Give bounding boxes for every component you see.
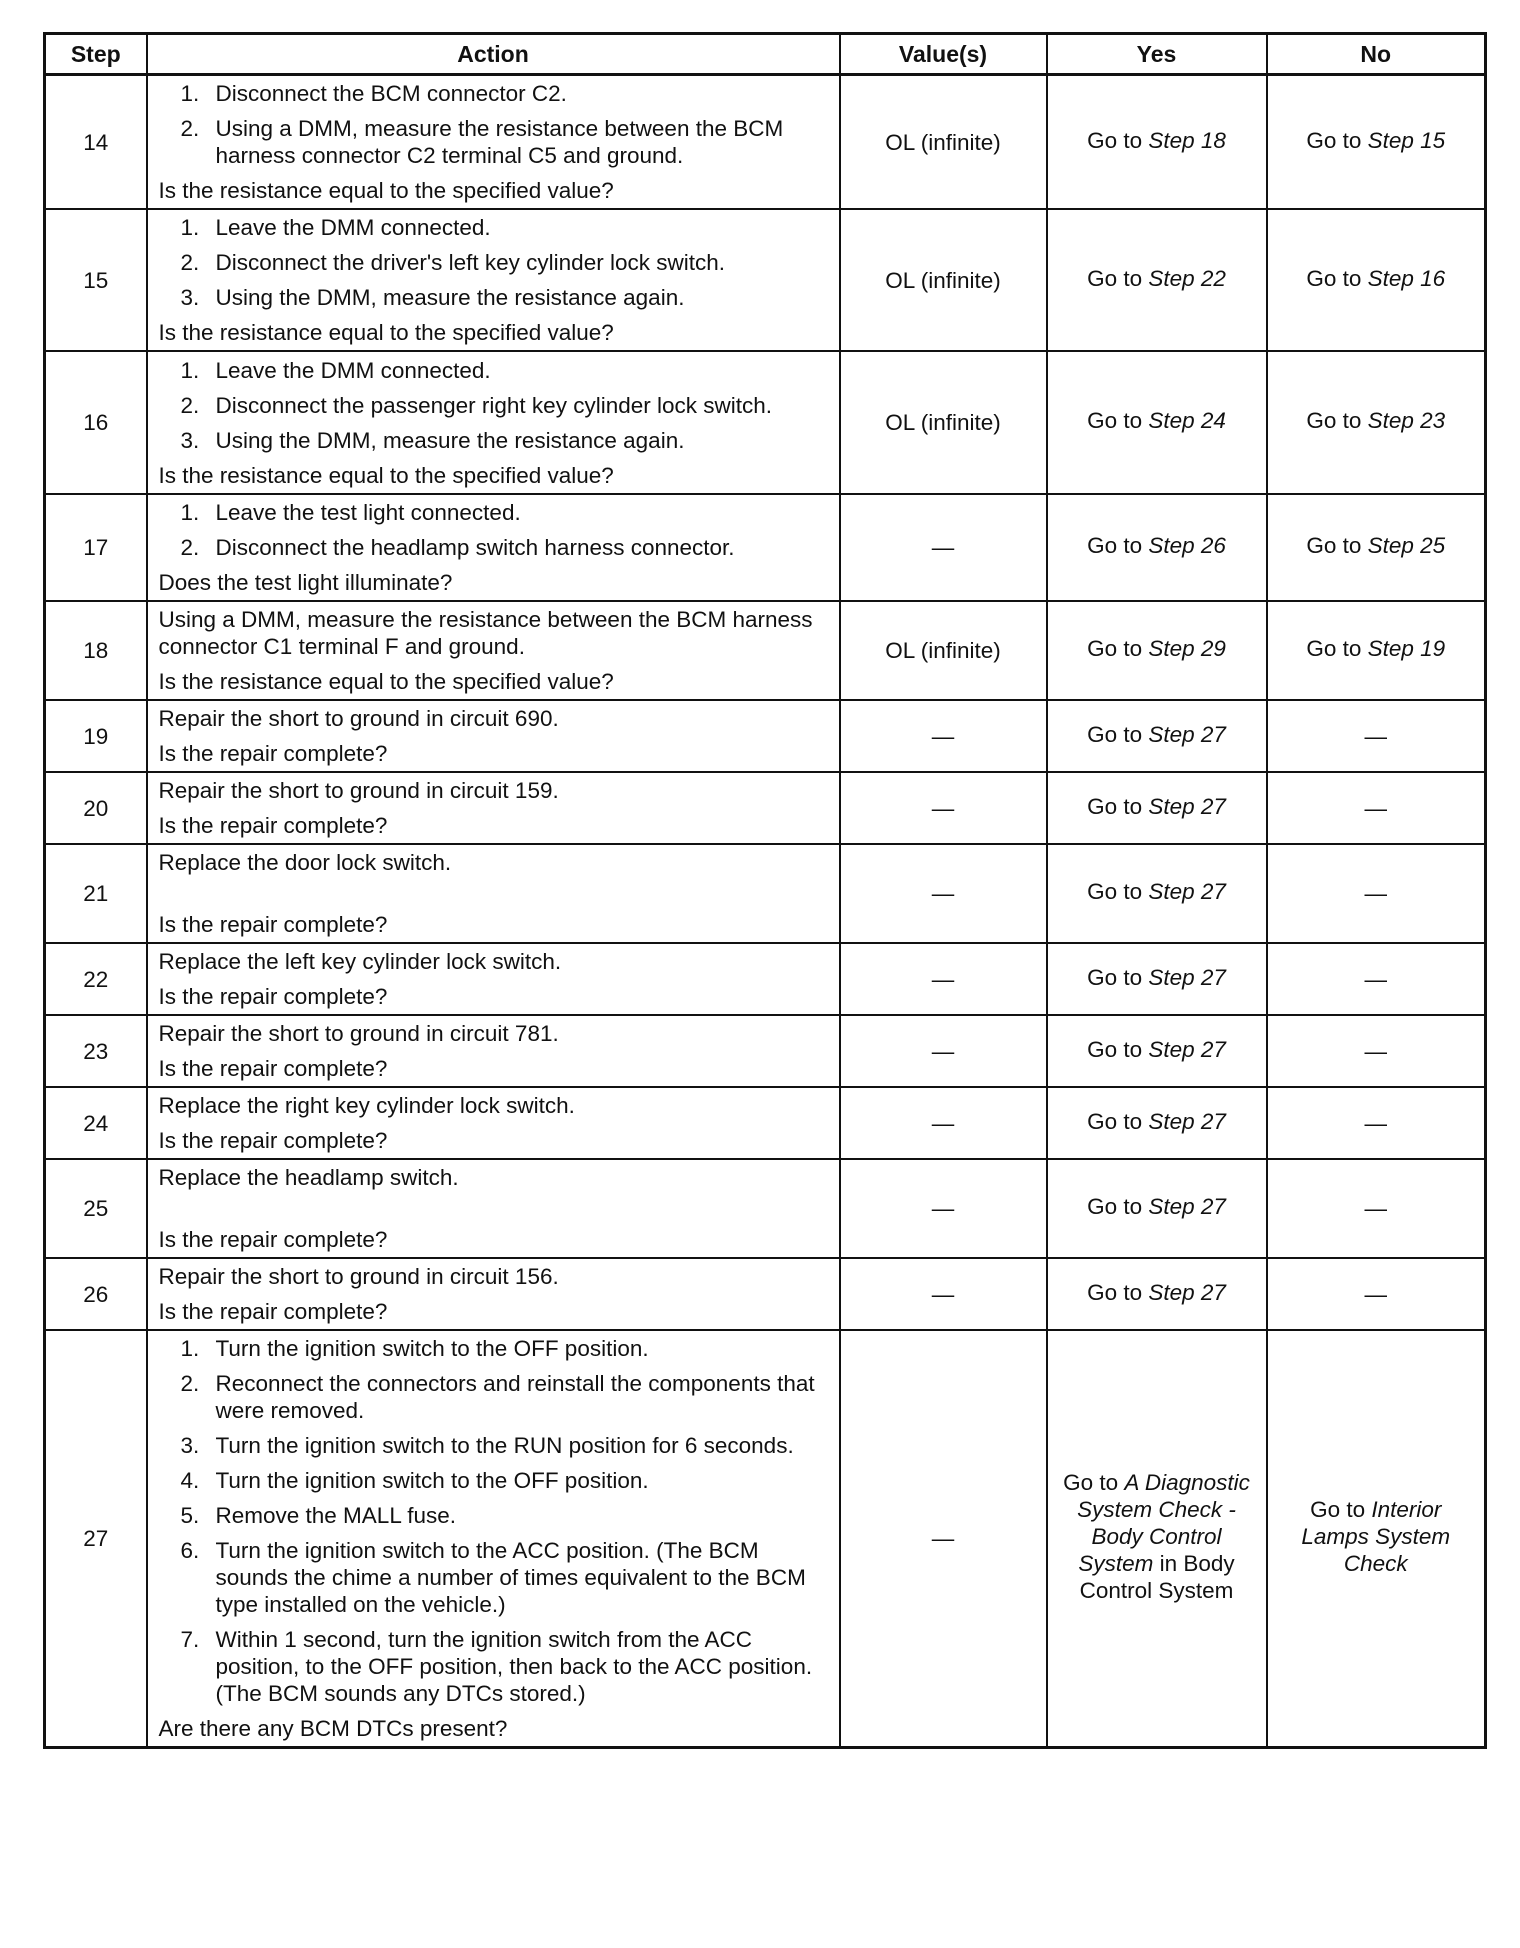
table-row — [45, 700, 1486, 772]
yes-step-link[interactable]: Step 27 — [1148, 793, 1226, 819]
yes-cell — [1047, 700, 1267, 772]
step-number: 17 — [45, 494, 147, 601]
action-step-item — [159, 249, 829, 276]
value-cell: — — [840, 1015, 1047, 1087]
yes-cell — [1047, 209, 1267, 351]
no-step-link[interactable]: Step 15 — [1367, 127, 1446, 153]
action-step-item — [159, 392, 829, 419]
no-cell: — — [1267, 700, 1486, 772]
action-step-number: 2. — [180, 250, 200, 275]
action-step-text: Disconnect the BCM connector C2. — [215, 81, 567, 106]
yes-step-link[interactable]: Step 27 — [1148, 1036, 1226, 1062]
table-row — [45, 494, 1486, 601]
action-step-number: 4. — [180, 1468, 200, 1493]
value-cell: — — [840, 1087, 1047, 1159]
action-step-text: Leave the DMM connected. — [215, 357, 491, 383]
action-step-text: Within 1 second, turn the ignition switch from the ACC position, to the OFF position, then back to the ACC position. (The BCM sounds any DTCs stored.) — [215, 1627, 813, 1706]
action-spacer — [159, 1199, 829, 1226]
no-cell: — — [1267, 1015, 1486, 1087]
action-step-text: Using a DMM, measure the resistance between the BCM harness connector C2 terminal C5 and ground. — [215, 116, 784, 168]
yes-step-link[interactable]: Step 27 — [1148, 1279, 1226, 1305]
no-cell: — — [1267, 772, 1486, 844]
action-step-text: Turn the ignition switch to the OFF position. — [215, 1336, 649, 1361]
yes-prefix: Go to — [1087, 265, 1149, 291]
action-step-text: Remove the MALL fuse. — [215, 1503, 457, 1528]
action-step-text: Disconnect the driver's left key cylinder lock switch. — [215, 250, 725, 275]
no-cell: — — [1267, 1087, 1486, 1159]
yes-prefix: Go to — [1087, 1194, 1149, 1219]
header-step: Step — [45, 34, 147, 75]
step-number: 25 — [45, 1159, 147, 1258]
no-cell — [1267, 494, 1486, 601]
table-row — [45, 601, 1486, 700]
yes-step-link[interactable]: Step 29 — [1148, 636, 1226, 661]
action-cell — [147, 1330, 840, 1748]
yes-cell — [1047, 494, 1267, 601]
yes-suffix: in Body Control System — [1079, 1551, 1235, 1603]
action-step-item — [159, 214, 829, 241]
action-step-text: Reconnect the connectors and reinstall the components that were removed. — [215, 1371, 815, 1423]
action-step-item — [159, 357, 829, 384]
no-prefix: Go to — [1306, 636, 1368, 661]
value-cell: OL (infinite) — [840, 209, 1047, 351]
no-cell: — — [1267, 1258, 1486, 1330]
yes-step-link[interactable]: Step 27 — [1148, 964, 1226, 990]
action-cell — [147, 772, 840, 844]
action-cell — [147, 943, 840, 1015]
action-step-text: Turn the ignition switch to the ACC position. (The BCM sounds the chime a number of times equivalent to the BCM type installed on the vehicle.) — [215, 1538, 806, 1617]
action-step-number: 1. — [180, 357, 200, 383]
header-no: No — [1267, 34, 1486, 75]
action-step-number: 1. — [180, 215, 200, 240]
action-step-number: 3. — [180, 427, 200, 453]
action-step-number: 1. — [180, 500, 200, 525]
action-step-item — [159, 1432, 829, 1459]
diagnostic-procedure-table — [43, 32, 1487, 1749]
action-cell — [147, 209, 840, 351]
step-number: 20 — [45, 772, 147, 844]
action-cell — [147, 494, 840, 601]
action-step-text: Disconnect the passenger right key cylinder lock switch. — [215, 392, 773, 418]
action-spacer — [159, 884, 829, 911]
header-yes: Yes — [1047, 34, 1267, 75]
yes-cell — [1047, 351, 1267, 494]
step-number: 16 — [45, 351, 147, 494]
action-step-text: Leave the test light connected. — [215, 500, 521, 525]
action-step-number: 3. — [180, 1433, 200, 1458]
yes-cell — [1047, 844, 1267, 943]
no-cell — [1267, 351, 1486, 494]
action-step-text: Using the DMM, measure the resistance again. — [215, 285, 685, 310]
no-cell — [1267, 601, 1486, 700]
action-question: Is the repair complete? — [158, 1299, 388, 1324]
table-header-row — [45, 34, 1486, 75]
no-cell: — — [1267, 1159, 1486, 1258]
action-text: Repair the short to ground in circuit 690. — [158, 706, 559, 731]
step-number: 27 — [45, 1330, 147, 1748]
step-number: 21 — [45, 844, 147, 943]
value-cell: OL (infinite) — [840, 351, 1047, 494]
value-cell: OL (infinite) — [840, 75, 1047, 210]
yes-cell — [1047, 943, 1267, 1015]
action-question: Is the repair complete? — [158, 1128, 388, 1153]
table-row — [45, 1087, 1486, 1159]
yes-step-link[interactable]: Step 27 — [1148, 879, 1226, 904]
action-step-item — [159, 1626, 829, 1707]
action-text: Using a DMM, measure the resistance between the BCM harness connector C1 terminal F and ground. — [158, 607, 813, 659]
no-step-link[interactable]: Step 25 — [1367, 533, 1446, 558]
table-row — [45, 772, 1486, 844]
yes-prefix: Go to — [1087, 879, 1149, 904]
action-step-item — [159, 1537, 829, 1618]
table-row — [45, 943, 1486, 1015]
yes-cell — [1047, 1087, 1267, 1159]
yes-prefix: Go to — [1087, 721, 1149, 747]
action-question: Are there any BCM DTCs present? — [158, 1716, 508, 1741]
action-step-number: 2. — [180, 116, 200, 141]
table-row — [45, 209, 1486, 351]
action-cell — [147, 351, 840, 494]
action-cell — [147, 1015, 840, 1087]
step-number: 19 — [45, 700, 147, 772]
table-row — [45, 1015, 1486, 1087]
action-step-number: 2. — [180, 392, 200, 418]
action-step-number: 3. — [180, 285, 200, 310]
action-cell — [147, 601, 840, 700]
action-question: Is the resistance equal to the specified value? — [158, 178, 614, 203]
action-step-item — [159, 284, 829, 311]
value-cell: — — [840, 1159, 1047, 1258]
yes-cell — [1047, 1258, 1267, 1330]
action-step-text: Leave the DMM connected. — [215, 215, 491, 240]
no-cell — [1267, 75, 1486, 210]
no-step-link[interactable]: Step 19 — [1367, 636, 1446, 661]
action-step-item — [159, 534, 829, 561]
table-row — [45, 75, 1486, 210]
action-step-text: Turn the ignition switch to the RUN position for 6 seconds. — [215, 1433, 794, 1458]
step-number: 23 — [45, 1015, 147, 1087]
yes-step-link[interactable]: Step 27 — [1148, 1194, 1226, 1219]
yes-cell — [1047, 772, 1267, 844]
action-step-number: 1. — [180, 81, 200, 106]
no-prefix: Go to — [1306, 533, 1368, 558]
action-step-item — [159, 115, 829, 169]
yes-step-link[interactable]: Step 18 — [1148, 127, 1226, 153]
table-row — [45, 1258, 1486, 1330]
no-step-link[interactable]: Interior Lamps System Check — [1301, 1497, 1451, 1576]
action-step-number: 7. — [180, 1627, 200, 1652]
no-step-link[interactable]: Step 16 — [1367, 265, 1446, 291]
action-question: Is the repair complete? — [158, 741, 388, 766]
step-number: 22 — [45, 943, 147, 1015]
yes-step-link[interactable]: Step 26 — [1148, 533, 1226, 558]
value-cell: — — [840, 1330, 1047, 1748]
action-text: Replace the left key cylinder lock switch. — [158, 949, 562, 974]
action-cell — [147, 700, 840, 772]
action-text: Replace the door lock switch. — [158, 850, 452, 875]
action-step-item — [159, 1467, 829, 1494]
no-prefix: Go to — [1306, 408, 1368, 433]
action-step-item — [159, 1370, 829, 1424]
action-text: Repair the short to ground in circuit 159. — [158, 778, 559, 803]
header-values: Value(s) — [840, 34, 1047, 75]
yes-cell — [1047, 1159, 1267, 1258]
step-number: 24 — [45, 1087, 147, 1159]
table-row — [45, 1330, 1486, 1748]
step-number: 14 — [45, 75, 147, 210]
action-step-text: Turn the ignition switch to the OFF position. — [215, 1468, 649, 1493]
no-prefix: Go to — [1306, 265, 1368, 291]
value-cell: — — [840, 700, 1047, 772]
table-row — [45, 844, 1486, 943]
action-steps-list — [159, 80, 829, 169]
action-step-item — [159, 1335, 829, 1362]
yes-step-link[interactable]: Step 22 — [1148, 265, 1226, 291]
yes-prefix: Go to — [1063, 1470, 1125, 1495]
no-cell — [1267, 209, 1486, 351]
action-step-text: Disconnect the headlamp switch harness connector. — [215, 535, 735, 560]
value-cell: OL (infinite) — [840, 601, 1047, 700]
action-steps-list — [159, 499, 829, 561]
yes-cell — [1047, 1330, 1267, 1748]
yes-prefix: Go to — [1087, 127, 1149, 153]
table-body — [45, 75, 1486, 1748]
action-question: Is the repair complete? — [158, 1056, 388, 1081]
yes-prefix: Go to — [1087, 408, 1149, 433]
action-steps-list — [159, 1335, 829, 1707]
action-cell — [147, 844, 840, 943]
action-question: Is the resistance equal to the specified value? — [158, 669, 614, 694]
step-number: 26 — [45, 1258, 147, 1330]
action-question: Is the repair complete? — [158, 912, 388, 937]
action-question: Is the repair complete? — [158, 1227, 388, 1252]
action-step-item — [159, 80, 829, 107]
action-step-number: 5. — [180, 1503, 200, 1528]
yes-prefix: Go to — [1087, 964, 1149, 990]
action-question: Is the resistance equal to the specified value? — [158, 320, 614, 345]
header-action: Action — [147, 34, 840, 75]
table-row — [45, 1159, 1486, 1258]
yes-step-link[interactable]: Step 24 — [1148, 408, 1226, 433]
yes-cell — [1047, 75, 1267, 210]
action-question: Does the test light illuminate? — [158, 570, 453, 595]
yes-prefix: Go to — [1087, 1279, 1149, 1305]
action-step-number: 6. — [180, 1538, 200, 1563]
action-steps-list — [159, 214, 829, 311]
no-cell: — — [1267, 844, 1486, 943]
value-cell: — — [840, 772, 1047, 844]
action-text: Repair the short to ground in circuit 781. — [158, 1021, 559, 1046]
yes-step-link[interactable]: Step 27 — [1148, 1108, 1226, 1134]
action-question: Is the repair complete? — [158, 813, 388, 838]
action-cell — [147, 1159, 840, 1258]
no-cell — [1267, 1330, 1486, 1748]
action-steps-list — [159, 357, 829, 454]
action-cell — [147, 1087, 840, 1159]
action-question: Is the repair complete? — [158, 984, 388, 1009]
no-prefix: Go to — [1310, 1497, 1372, 1522]
yes-prefix: Go to — [1087, 533, 1149, 558]
no-prefix: Go to — [1306, 127, 1368, 153]
action-cell — [147, 75, 840, 210]
yes-prefix: Go to — [1087, 793, 1149, 819]
value-cell: — — [840, 1258, 1047, 1330]
value-cell: — — [840, 494, 1047, 601]
yes-step-link[interactable]: A Diagnostic System Check - Body Control System — [1077, 1470, 1250, 1576]
yes-cell — [1047, 1015, 1267, 1087]
no-cell: — — [1267, 943, 1486, 1015]
value-cell: — — [840, 943, 1047, 1015]
table-row — [45, 351, 1486, 494]
yes-cell — [1047, 601, 1267, 700]
step-number: 15 — [45, 209, 147, 351]
action-text: Replace the headlamp switch. — [158, 1165, 459, 1190]
action-text: Repair the short to ground in circuit 156. — [158, 1264, 559, 1289]
yes-prefix: Go to — [1087, 1036, 1149, 1062]
yes-prefix: Go to — [1087, 636, 1149, 661]
yes-prefix: Go to — [1087, 1108, 1149, 1134]
step-number: 18 — [45, 601, 147, 700]
action-step-number: 2. — [180, 535, 200, 560]
action-step-number: 1. — [180, 1336, 200, 1361]
action-step-item — [159, 1502, 829, 1529]
action-step-number: 2. — [180, 1371, 200, 1396]
value-cell: — — [840, 844, 1047, 943]
action-step-item — [159, 427, 829, 454]
no-step-link[interactable]: Step 23 — [1367, 408, 1446, 433]
action-step-text: Using the DMM, measure the resistance again. — [215, 427, 685, 453]
action-text: Replace the right key cylinder lock switch. — [158, 1093, 575, 1118]
action-question: Is the resistance equal to the specified value? — [158, 462, 614, 488]
yes-step-link[interactable]: Step 27 — [1148, 721, 1226, 747]
action-step-item — [159, 499, 829, 526]
action-cell — [147, 1258, 840, 1330]
